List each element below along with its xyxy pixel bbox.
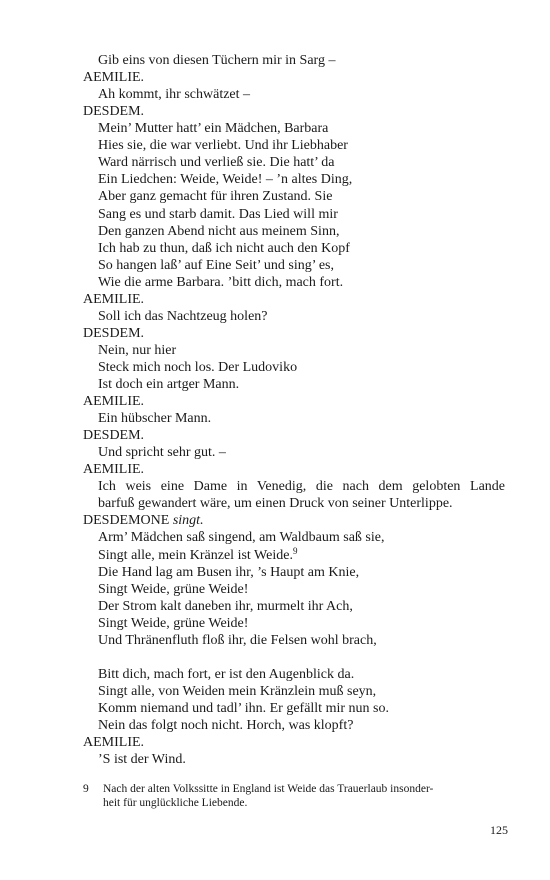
verse-line: Nein das folgt noch nicht. Horch, was klopft?	[98, 718, 354, 733]
speaker-name: AEMILIE.	[83, 394, 145, 409]
verse-line: Bitt dich, mach fort, er ist den Augenblick da.	[98, 666, 355, 682]
verse-line: Steck mich noch los. Der Ludoviko	[98, 359, 298, 375]
verse-line: Sang es und starb damit. Das Lied will mir	[98, 206, 338, 222]
verse-line: Den ganzen Abend nicht aus meinem Sinn,	[98, 223, 340, 239]
speaker-name: DESDEM.	[83, 104, 145, 120]
verse-line: Ein hübscher Mann.	[98, 411, 212, 427]
verse-line: Ist doch ein artger Mann.	[98, 376, 240, 392]
verse-line	[98, 547, 297, 564]
verse-line: Ich hab zu thun, daß ich nicht auch den Kopf	[98, 240, 350, 256]
verse-line: So hangen laß’ auf Eine Seit’ und sing’ es,	[98, 257, 334, 273]
verse-line: Komm niemand und tadl’ ihn. Er gefällt mir nun so.	[98, 700, 389, 716]
verse-line: Ah kommt, ihr schwätzet –	[98, 87, 251, 103]
speaker-with-direction	[83, 512, 204, 529]
prose-line: Ich weis eine Dame in Venedig, die nach dem gelobten Lande	[98, 479, 505, 495]
speaker-name: DESDEM.	[83, 325, 145, 341]
verse-line: Mein’ Mutter hatt’ ein Mädchen, Barbara	[98, 121, 329, 137]
speaker-name: AEMILIE.	[83, 735, 145, 750]
footnote-text-line-1: Nach der alten Volkssitte in England ist Weide das Trauerlaub insonder-	[103, 783, 434, 795]
page-number: 125	[490, 823, 508, 837]
verse-line: Der Strom kalt daneben ihr, murmelt ihr Ach,	[98, 598, 353, 614]
speaker-name: DESDEMONE	[83, 513, 170, 529]
verse-line: Ward närrisch und verließ sie. Die hatt’ da	[98, 155, 335, 171]
verse-line: Und Thränenfluth floß ihr, die Felsen wohl brach,	[98, 632, 377, 648]
verse-line: Und spricht sehr gut. –	[98, 445, 226, 461]
verse-line: Singt Weide, grüne Weide!	[98, 581, 249, 597]
verse-line: Soll ich das Nachtzeug holen?	[98, 308, 268, 324]
speaker-name: AEMILIE.	[83, 70, 145, 85]
speaker-name: DESDEM.	[83, 428, 145, 444]
footnote-marker: 9	[292, 545, 298, 556]
verse-line: Ein Liedchen: Weide, Weide! – ’n altes Ding,	[98, 172, 353, 188]
verse-line: Wie die arme Barbara. ’bitt dich, mach fort.	[98, 274, 344, 290]
stage-direction: singt.	[172, 513, 204, 529]
footnote-number: 9	[83, 783, 89, 795]
verse-line: Die Hand lag am Busen ihr, ’s Haupt am Knie,	[98, 564, 360, 580]
verse-line: barfuß gewandert wäre, um einen Druck von seiner Unterlippe.	[98, 496, 453, 512]
verse-line-text: Singt alle, mein Kränzel ist Weide.	[98, 547, 293, 563]
verse-line: Nein, nur hier	[98, 342, 177, 358]
verse-line: Singt alle, von Weiden mein Kränzlein muß seyn,	[98, 683, 377, 699]
verse-line: Aber ganz gemacht für ihren Zustand. Sie	[98, 189, 333, 205]
verse-line: Singt Weide, grüne Weide!	[98, 615, 249, 631]
verse-line: Arm’ Mädchen saß singend, am Waldbaum saß sie,	[98, 530, 385, 546]
footnote-text-line-2: heit für unglückliche Liebende.	[103, 797, 248, 809]
speaker-name: AEMILIE.	[83, 462, 145, 478]
verse-line: Hies sie, die war verliebt. Und ihr Liebhaber	[98, 138, 348, 154]
verse-line: ’S ist der Wind.	[98, 752, 186, 768]
verse-line: Gib eins von diesen Tüchern mir in Sarg –	[98, 53, 336, 68]
speaker-name: AEMILIE.	[83, 291, 145, 307]
